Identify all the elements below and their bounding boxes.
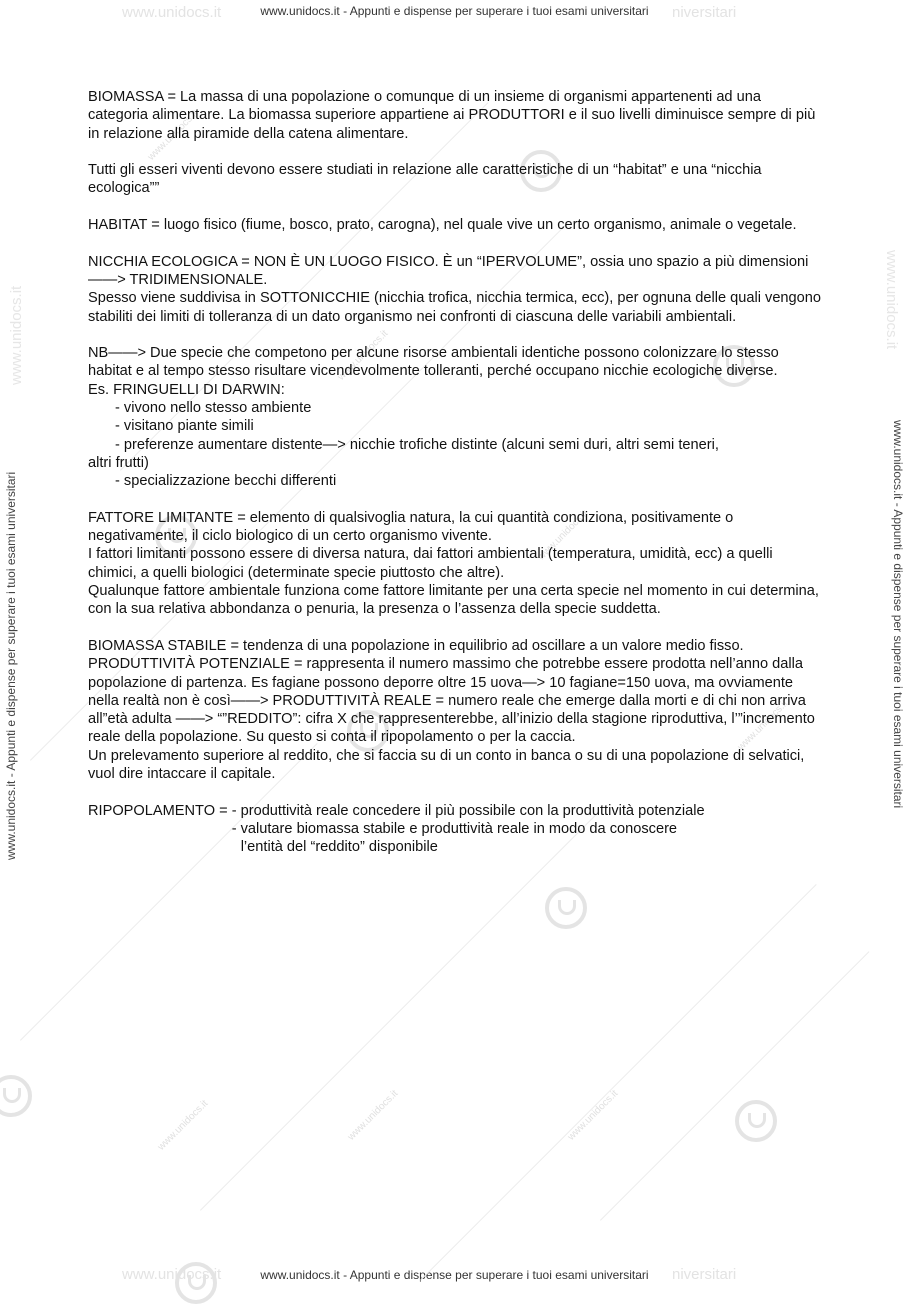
paragraph-nb: NB——> Due specie che competono per alcune risorse ambientali identiche possono colonizzare lo stesso habitat e al tempo stesso risultare vicendevolmente tolleranti, perché occupano nicchie ecologiche diverse. <box>88 345 779 380</box>
paragraph-fattore-ambientale: Qualunque fattore ambientale funziona come fattore limitante per una certa specie nel momento in cui determina, con la sua relativa abbondanza o penuria, la presenza o l’assenza della specie suddetta. <box>88 583 819 618</box>
paragraph-fattori-natura: I fattori limitanti possono essere di diversa natura, dai fattori ambientali (temperatura, umidità, ecc) a quelli chimici, a quelli biologici (determinate specie piuttosto che altre). <box>88 546 773 581</box>
paragraph-sottonicchie: Spesso viene suddivisa in SOTTONICCHIE (nicchia trofica, nicchia termica, ecc), per ognuna delle quali vengono stabiliti dei limiti di tolleranza di un dato organismo nei confronti di ciascuna delle variabili ambientali. <box>88 290 822 325</box>
watermark-logo-icon <box>175 1262 217 1304</box>
watermark-ghost-bottom-right: niversitari <box>672 1266 737 1283</box>
watermark-side-ghost-left: www.unidocs.it <box>8 285 25 385</box>
watermark-mini: www.unidocs.it <box>145 108 201 163</box>
list-item: - produttività reale concedere il più possibile con la produttività potenziale <box>231 802 705 819</box>
paragraph-fattore-limitante: FATTORE LIMITANTE = elemento di qualsivoglia natura, la cui quantità condiziona, positivamente o negativamente, il ciclo biologico di un certo organismo vivente. <box>88 509 734 545</box>
watermark-side-left: www.unidocs.it - Appunti e dispense per superare i tuoi esami universitari <box>4 471 18 860</box>
watermark-ghost-bottom-left: www.unidocs.it <box>122 1266 222 1283</box>
paragraph-prelevamento: Un prelevamento superiore al reddito, che si faccia su di un conto in banca o su di una popolazione di selvatici, vuol dire intaccare il capitale. <box>88 747 805 782</box>
ripopolamento-block <box>88 802 823 857</box>
watermark-mini: www.unidocs.it <box>735 698 791 753</box>
watermark-footer: www.unidocs.it - Appunti e dispense per superare i tuoi esami universitari <box>260 1268 649 1282</box>
list-item-continuation: l’entità del “reddito” disponibile <box>240 839 438 856</box>
list-item: - specializzazione becchi differenti <box>115 473 337 490</box>
paragraph-nicchia-ecologica: NICCHIA ECOLOGICA = NON È UN LUOGO FISICO. È un “IPERVOLUME”, ossia uno spazio a più dimensioni——> TRIDIMENSIONALE. <box>88 253 809 288</box>
list-item: - vivono nello stesso ambiente <box>115 400 312 417</box>
paragraph-esempio: Es. FRINGUELLI DI DARWIN: <box>88 381 285 398</box>
list-item: - visitano piante simili <box>115 418 254 435</box>
watermark-logo-icon <box>735 1100 777 1142</box>
paragraph-biomassa: BIOMASSA = La massa di una popolazione o comunque di un insieme di organismi appartenenti ad una categoria alimentare. La biomassa superiore appartiene ai PRODUTTORI e il suo livelli diminuisce sempre di più in relazione alla piramide della catena alimentare. <box>88 89 816 142</box>
watermark-mini: www.unidocs.it <box>155 1098 211 1153</box>
list-item: - valutare biomassa stabile e produttività reale in modo da conoscere <box>231 820 678 837</box>
watermark-ghost-top-left: www.unidocs.it <box>122 4 222 21</box>
ripopolamento-label: RIPOPOLAMENTO = <box>88 802 232 819</box>
watermark-mini: www.unidocs.it <box>345 1088 401 1143</box>
watermark-ghost-top-right: niversitari <box>672 4 737 21</box>
paragraph-habitat-intro: Tutti gli esseri viventi devono essere studiati in relazione alle caratteristiche di un “habitat” e una “nicchia ecologica”” <box>88 162 762 197</box>
ripopolamento-list <box>232 802 823 857</box>
list-item-continuation: altri frutti) <box>88 454 149 471</box>
watermark-side-ghost-right: www.unidocs.it <box>883 250 900 350</box>
watermark-logo-icon <box>545 887 587 929</box>
watermark-side-right: www.unidocs.it - Appunti e dispense per superare i tuoi esami universitari <box>891 420 905 809</box>
paragraph-biomassa-stabile: BIOMASSA STABILE = tendenza di una popolazione in equilibrio ad oscillare a un valore medio fisso. <box>88 637 744 654</box>
watermark-header: www.unidocs.it - Appunti e dispense per superare i tuoi esami universitari <box>260 4 649 18</box>
paragraph-produttivita: PRODUTTIVITÀ POTENZIALE = rappresenta il numero massimo che potrebbe essere prodotta nell’anno dalla popolazione di partenza. Es fagiane possono deporre oltre 15 uova—> 10 fagiane=150 uova, ma ovviamente nella realtà non è così——> PRODUTTIVITÀ REALE = numero reale che emerge dalla morti e di chi non arriva all”età adulta ——> “”REDDITO”: cifra X che rappresenterebbe, all’inizio della stagione riproduttiva, l’”incremento reale della popolazione. Su questo si conta il ripopolamento o per la caccia. <box>88 656 815 746</box>
paragraph-habitat: HABITAT = luogo fisico (fiume, bosco, prato, carogna), nel quale vive un certo organismo, animale o vegetale. <box>88 217 797 234</box>
watermark-mini: www.unidocs.it <box>535 508 591 563</box>
watermark-mini: www.unidocs.it <box>335 328 391 383</box>
watermark-logo-icon <box>0 1075 32 1117</box>
document-body <box>88 88 823 856</box>
watermark-mini: www.unidocs.it <box>565 1088 621 1143</box>
list-item: - preferenze aumentare distente—> nicchie trofiche distinte (alcuni semi duri, altri semi teneri, <box>115 436 719 453</box>
